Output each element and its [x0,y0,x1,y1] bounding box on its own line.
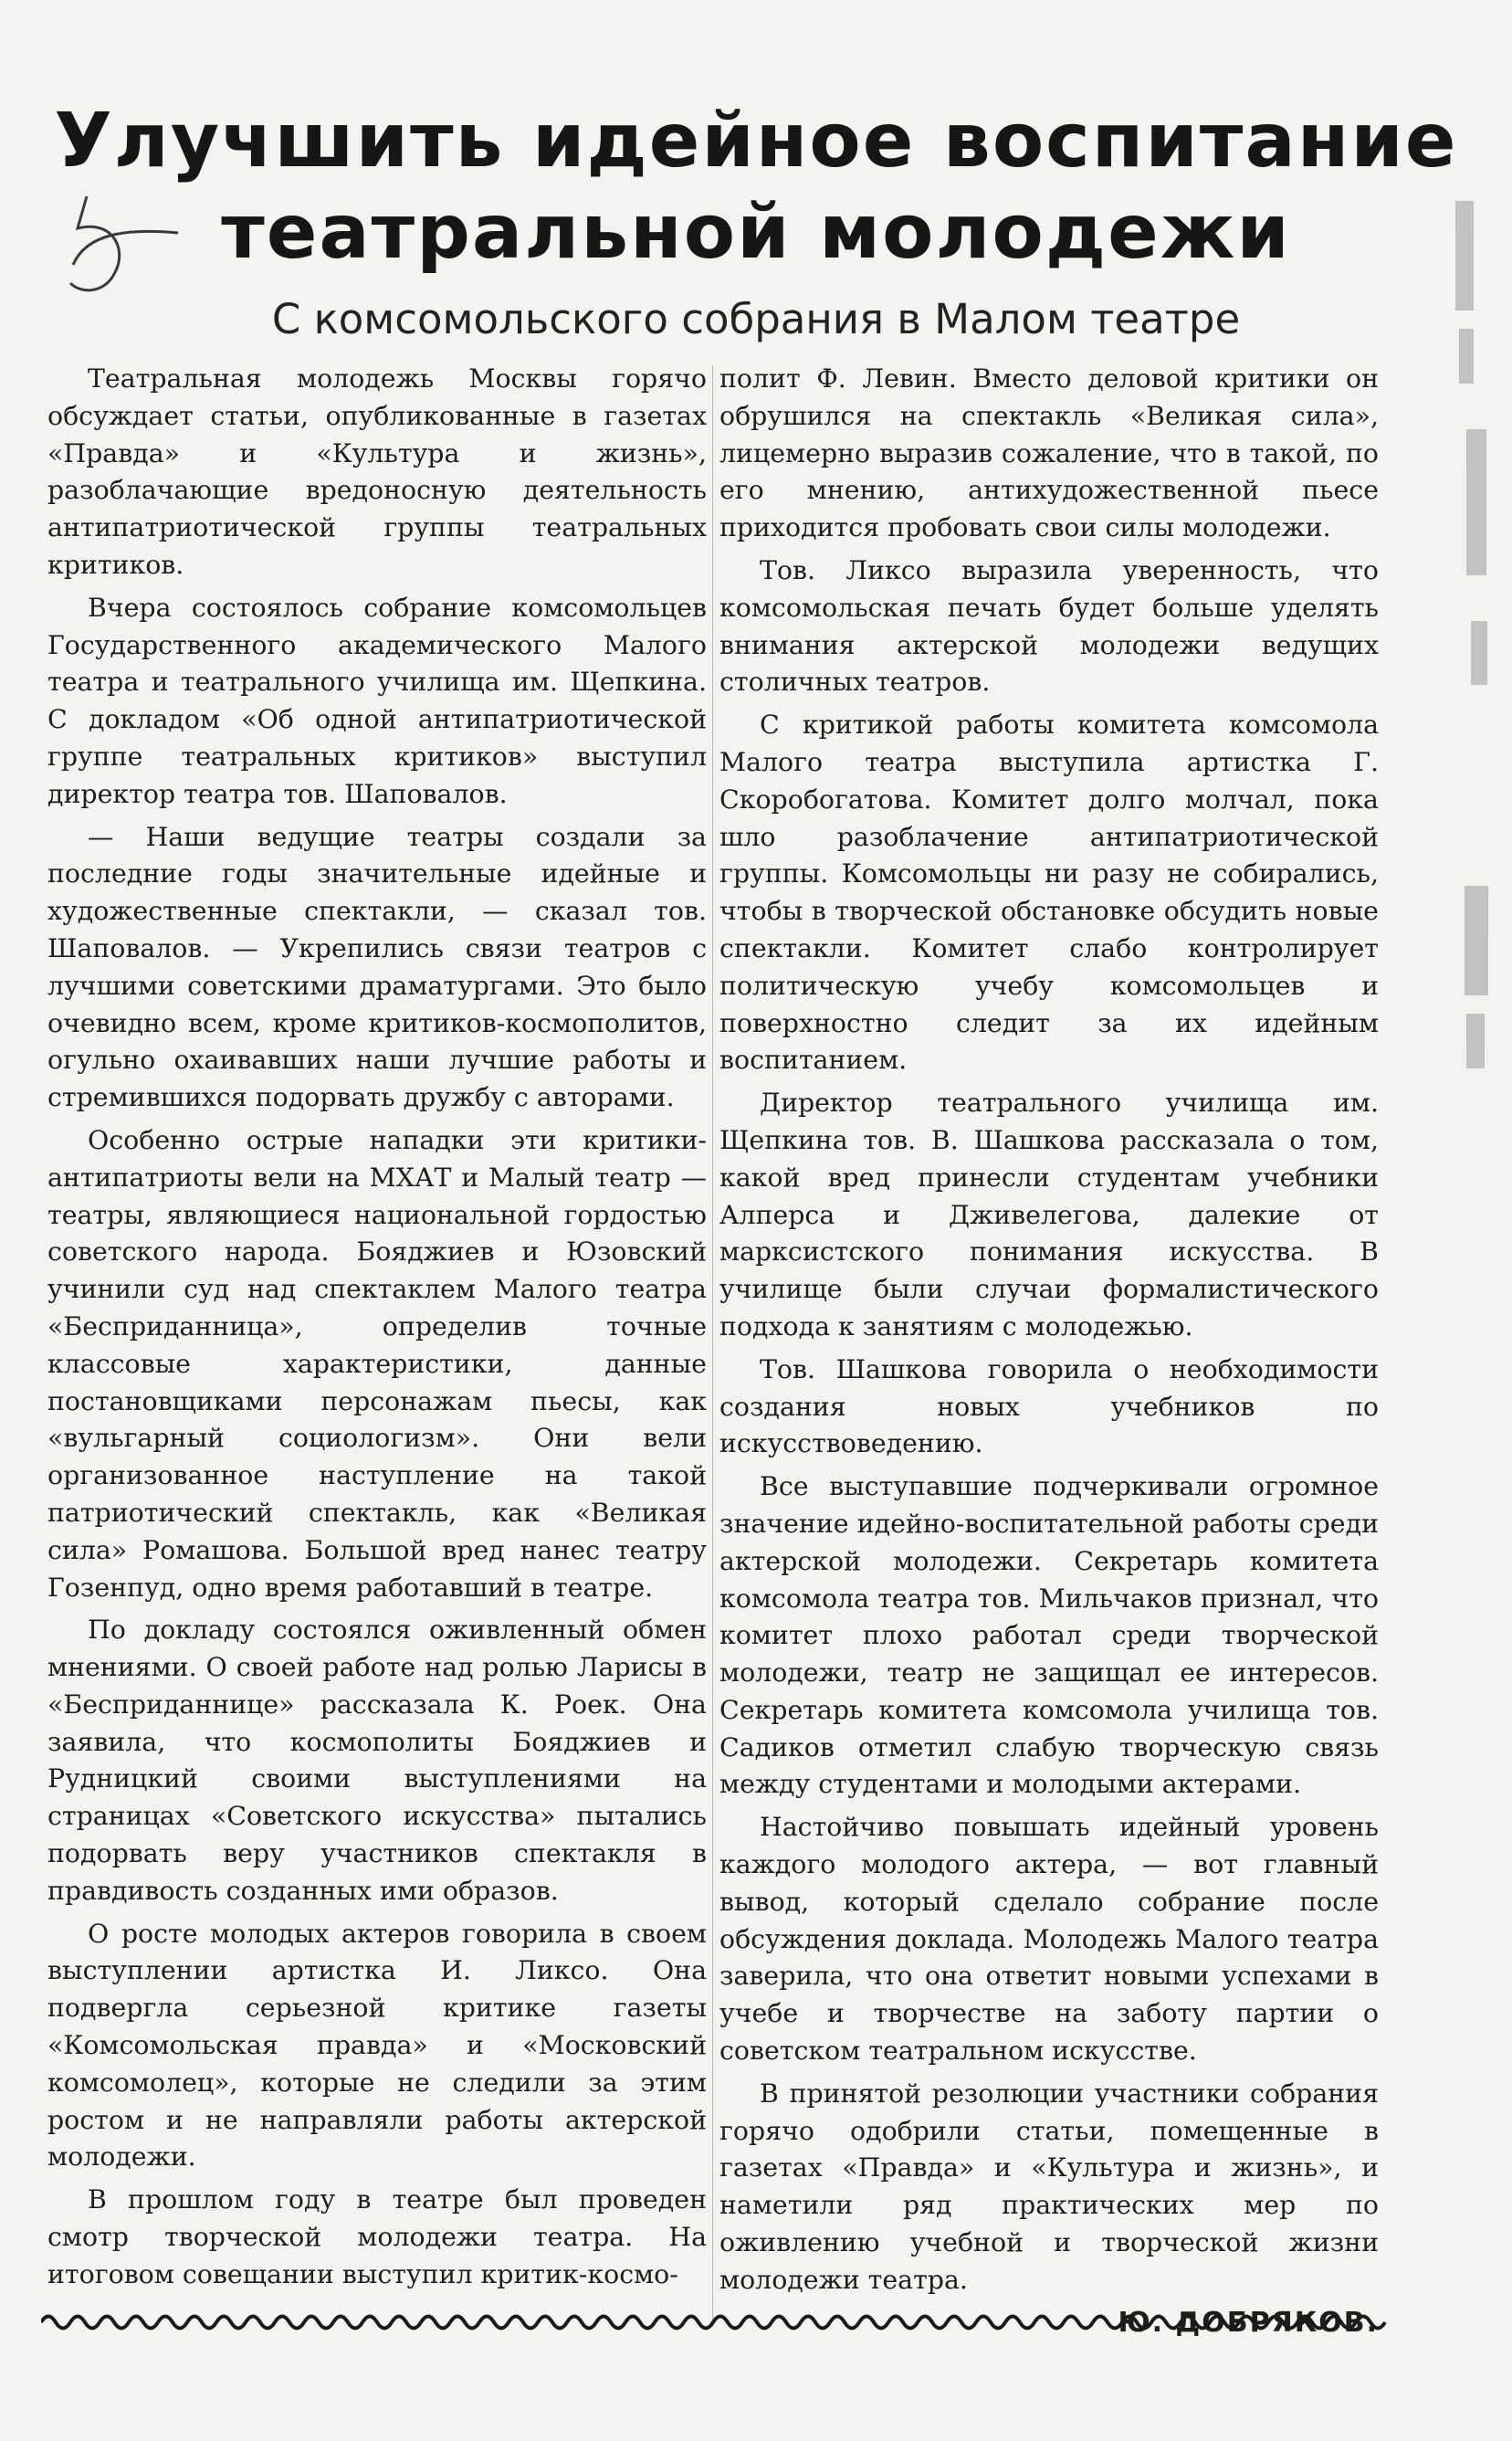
headline-line-2: театральной молодежи [221,189,1291,276]
paragraph: Тов. Ликсо выразила уверенность, что комсомольская печать будет больше уделять внимания актерской молодежи ведущих столичных театров. [719,554,1379,698]
article-headline [0,96,1512,279]
paragraph: По докладу состоялся оживленный обмен мнениями. О своей работе над ролью Ларисы в «Бесприданнице» рассказала К. Роек. Она заявила, что космополиты Бояджиев и Рудницкий своими выступлениями на страницах «Советского искусства» пытались подорвать веру участников спектакля в правдивость созданных ими образов. [47,1615,707,1906]
left-column [47,361,707,2299]
paragraph: полит Ф. Левин. Вместо деловой критики он обрушился на спектакль «Великая сила», лицемерно выразив сожаление, что в такой, по его мнению, антихудожественной пьесе приходится пробовать свои силы молодежи. [719,363,1379,543]
paragraph: — Наши ведущие театры создали за последние годы значительные идейные и художественные спектакли, — сказал тов. Шаповалов. — Укрепились связи театров с лучшими советскими драматургами. Это было очевидно всем, кроме критиков-космополитов, огульно охаивавших наши лучшие работы и стремившихся подорвать дружбу с авторами. [47,821,707,1113]
paragraph: Тов. Шашкова говорила о необходимости создания новых учебников по искусствоведению. [719,1353,1379,1459]
scan-edge-noise [1439,192,1512,1288]
paragraph: Настойчиво повышать идейный уровень каждого молодого актера, — вот главный вывод, который сделало собрание после обсуждения доклада. Молодежь Малого театра заверила, что она ответит новыми успехами в учебе и творчестве на заботу партии о советском театральном искусстве. [719,1812,1379,2067]
paragraph: Театральная молодежь Москвы горячо обсуждает статьи, опубликованные в газетах «Правда» и «Культура и жизнь», разоблачающие вредоносную деятельность антипатриотической группы театральных критиков. [47,363,707,580]
article-subtitle: С комсомольского собрания в Малом театре [271,295,1241,343]
paragraph: С критикой работы комитета комсомола Малого театра выступила артистка Г. Скоробогатова. Комитет долго молчал, пока шло разоблачение антипатриотической группы. Комсомольцы ни разу не собирались, чтобы в творческой обстановке обсудить новые спектакли. Комитет слабо контролирует политическую учебу комсомольцев и поверхностно следит за их идейным воспитанием. [719,710,1379,1076]
paragraph: В принятой резолюции участники собрания горячо одобрили статьи, помещенные в газетах «Правда» и «Культура и жизнь», и наметили ряд практических мер по оживлению учебной и творческой жизни молодежи театра. [719,2078,1379,2295]
column-divider [712,365,713,2320]
paragraph: Особенно острые нападки эти критики-антипатриоты вели на МХАТ и Малый театр — театры, являющиеся национальной гордостью советского народа. Бояджиев и Юзовский учинили суд над спектаклем Малого театра «Бесприданница», определив точные классовые характеристики, данные постановщиками персонажам пьесы, как «вульгарный социологизм». Они вели организованное наступление на такой патриотический спектакль, как «Великая сила» Ромашова. Большой вред нанес театру Гозенпуд, одно время работавший в театре. [47,1124,707,1603]
right-column [719,361,1379,2341]
paragraph: Вчера состоялось собрание комсомольцев Государственного академического Малого театра и театрального училища им. Щепкина. С докладом «Об одной антипатриотической группе театральных критиков» выступил директор театра тов. Шаповалов. [47,592,707,809]
paragraph: Все выступавшие подчеркивали огромное значение идейно-воспитательной работы среди актерской молодежи. Секретарь комитета комсомола театра тов. Мильчаков признал, что комитет плохо работал среди творческой молодежи, театр не защищал ее интересов. Секретарь комитета комсомола училища тов. Садиков отметил слабую творческую связь между студентами и молодыми актерами. [719,1471,1379,1800]
headline-line-1: Улучшить идейное воспитание [54,98,1458,184]
paragraph: В прошлом году в театре был проведен смотр творческой молодежи театра. На итоговом совещании выступил критик-космо- [47,2184,707,2289]
paragraph: О росте молодых актеров говорила в своем выступлении артистка И. Ликсо. Она подвергла серьезной критике газеты «Комсомольская правда» и «Московский комсомолец», которые не следили за этим ростом и не направляли работы актерской молодежи. [47,1918,707,2173]
decorative-bottom-border [41,2309,1388,2336]
author-signature: Ю. ДОБРЯКОВ. [1118,2306,1379,2339]
paragraph: Директор театрального училища им. Щепкина тов. В. Шашкова рассказала о том, какой вред принесли студентам учебники Алперса и Дживелегова, далекие от марксистского понимания искусства. В училище были случаи формалистического подхода к занятиям с молодежью. [719,1088,1379,1341]
